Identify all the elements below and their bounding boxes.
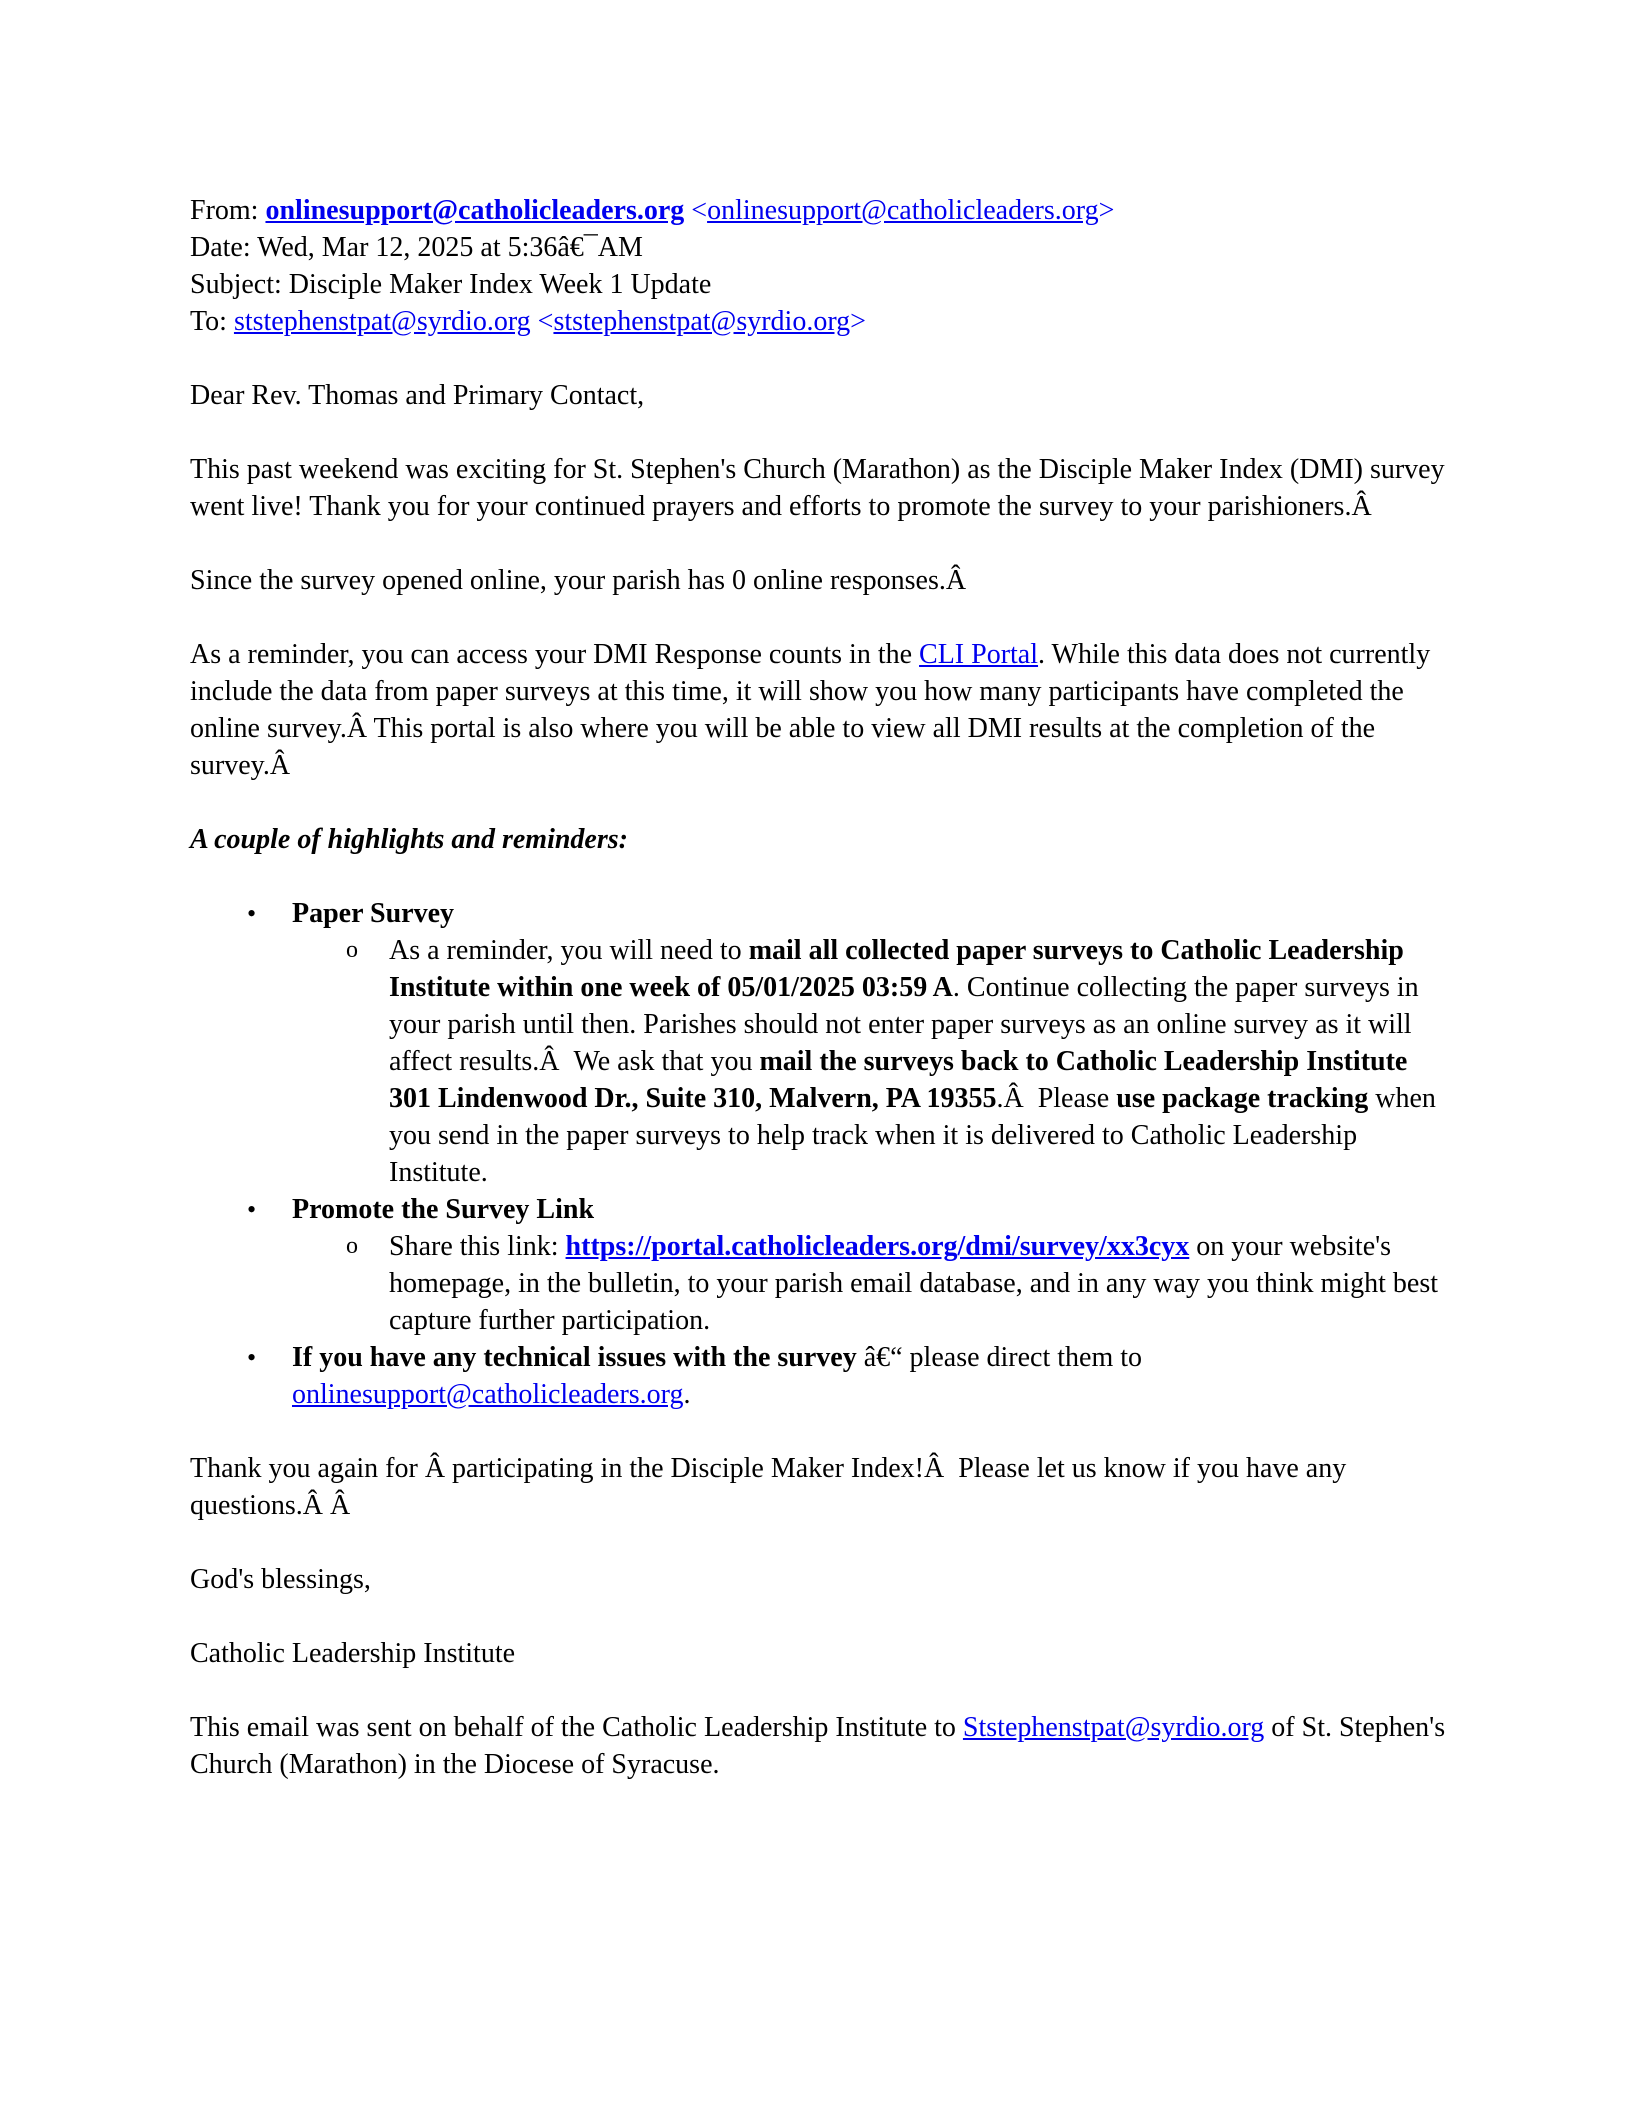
thanks-paragraph: Thank you again for Â participating in the Disciple Maker Index!Â Please let us know if you have any questions.Â Â <box>190 1453 1347 1521</box>
text-run: use package tracking <box>1116 1083 1369 1114</box>
list-item-paper-survey <box>190 895 1452 932</box>
bullet-icon: • <box>247 1343 257 1372</box>
email-header-subject <box>190 266 1452 303</box>
text-run: of St. Stephen's Church (Marathon) in the Diocese of Syracuse. <box>190 1712 1446 1780</box>
text-run: This email was sent on behalf of the Catholic Leadership Institute to <box>190 1712 963 1743</box>
list-item-text <box>389 1231 1438 1336</box>
text-run: . <box>683 1379 691 1410</box>
portal-paragraph <box>190 636 1452 784</box>
text-run: < <box>691 195 708 226</box>
closing: God's blessings, <box>190 1564 371 1595</box>
responses-paragraph: Since the survey opened online, your parish has 0 online responses.Â <box>190 565 967 596</box>
circle-bullet-icon: o <box>346 1233 358 1259</box>
email-header-date <box>190 229 1452 266</box>
text-run: . While this data does not currently include the data from paper surveys at this time, it will show you how many participants have completed the online survey.Â This portal is also where you will be able to view all DMI results at the completion of the survey.Â <box>190 639 1431 781</box>
survey-link[interactable]: https://portal.catholicleaders.org/dmi/survey/xx3cyx <box>565 1231 1190 1262</box>
footer-email-link[interactable]: Ststephenstpat@syrdio.org <box>962 1712 1265 1743</box>
text-run: Paper Survey <box>292 898 455 929</box>
text-run: â€“ please direct them to <box>856 1342 1143 1373</box>
circle-bullet-icon: o <box>346 937 358 963</box>
text-run: < <box>537 306 554 337</box>
text-run: As a reminder, you will need to <box>389 935 749 966</box>
footer-paragraph <box>190 1709 1452 1783</box>
cli-portal-link[interactable]: CLI Portal <box>919 639 1039 670</box>
email-body <box>190 192 1452 1820</box>
list-item-text <box>292 1342 1142 1410</box>
email-header-to <box>190 303 1452 340</box>
intro-paragraph: This past weekend was exciting for St. Stephen's Church (Marathon) as the Disciple Maker Index (DMI) survey went live! Thank you for your continued prayers and efforts to promote the survey to your parishioners.Â <box>190 454 1445 522</box>
list-subitem-paper-survey-detail <box>190 932 1452 1191</box>
text-run <box>531 306 538 337</box>
list-item-text <box>292 898 454 929</box>
text-run: Date: Wed, Mar 12, 2025 at 5:36â€¯AM <box>190 232 643 263</box>
from-address-link[interactable]: onlinesupport@catholicleaders.org <box>265 195 685 226</box>
text-run: From: <box>190 195 266 226</box>
list-subitem-share-link <box>190 1228 1452 1339</box>
text-run: > <box>1098 195 1115 226</box>
text-run: As a reminder, you can access your DMI Response counts in the <box>190 639 920 670</box>
list-item-technical-issues <box>190 1339 1452 1413</box>
text-run: To: <box>190 306 234 337</box>
text-run: . Continue collecting the paper surveys in your parish until then. Parishes should not enter paper surveys as an online survey as it will affect results.Â We ask that you <box>389 972 1419 1077</box>
highlights-list <box>190 895 1452 1413</box>
text-run: Share this link: <box>389 1231 566 1262</box>
text-run: mail the surveys back to Catholic Leadership Institute 301 Lindenwood Dr., Suite 310, Malvern, PA 19355 <box>389 1046 1408 1114</box>
text-run: .Â Please <box>996 1083 1117 1114</box>
list-item-text <box>292 1194 594 1225</box>
text-run: when you send in the paper surveys to help track when it is delivered to Catholic Leadership Institute. <box>389 1083 1436 1188</box>
text-run: If you have any technical issues with the survey <box>292 1342 857 1373</box>
signature: Catholic Leadership Institute <box>190 1638 516 1669</box>
text-run: > <box>850 306 866 337</box>
highlights-heading: A couple of highlights and reminders: <box>190 824 628 855</box>
email-header-from <box>190 192 1452 229</box>
bullet-icon: • <box>247 899 257 928</box>
greeting: Dear Rev. Thomas and Primary Contact, <box>190 380 645 411</box>
text-run: Promote the Survey Link <box>292 1194 595 1225</box>
support-email-link[interactable]: onlinesupport@catholicleaders.org <box>292 1379 684 1410</box>
from-address-link-duplicate[interactable]: onlinesupport@catholicleaders.org <box>707 195 1099 226</box>
bullet-icon: • <box>247 1195 257 1224</box>
list-item-text <box>389 935 1436 1188</box>
to-address-link-duplicate[interactable]: ststephenstpat@syrdio.org <box>553 306 851 337</box>
list-item-promote-link <box>190 1191 1452 1228</box>
email-header-block <box>190 192 1452 340</box>
to-address-link[interactable]: ststephenstpat@syrdio.org <box>233 306 531 337</box>
text-run: Subject: Disciple Maker Index Week 1 Update <box>190 269 712 300</box>
text-run: mail all collected paper surveys to Catholic Leadership Institute within one week of 05/01/2025 03:59 A <box>389 935 1404 1003</box>
text-run: on your website's homepage, in the bulletin, to your parish email database, and in any way you think might best capture further participation. <box>389 1231 1438 1336</box>
